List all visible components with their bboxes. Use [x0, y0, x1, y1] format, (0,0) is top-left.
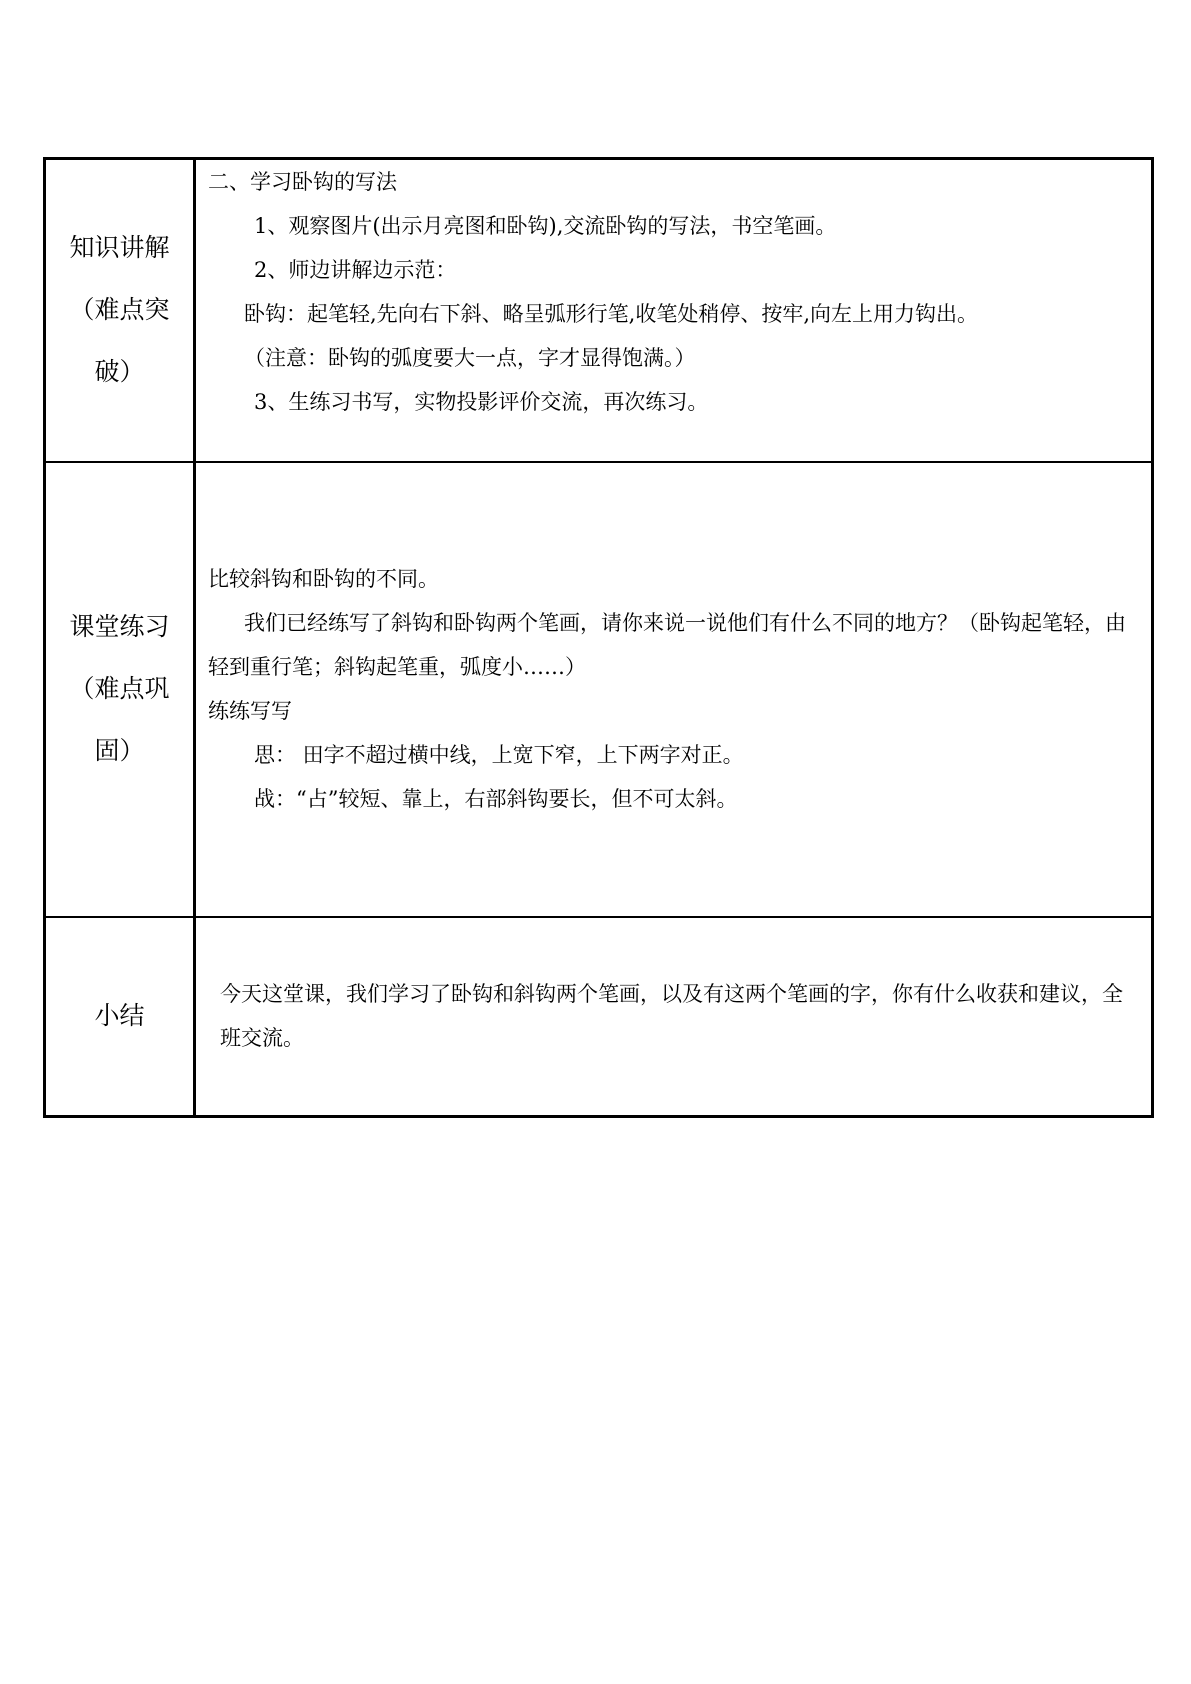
content-line: 卧钩：起笔轻,先向右下斜、略呈弧形行笔,收笔处稍停、按牢,向左上用力钩出。 [244, 302, 979, 326]
lesson-plan-table [43, 157, 1154, 1118]
content-line: 2、师边讲解边示范： [254, 258, 457, 282]
row-content-summary [195, 917, 1153, 1117]
label-line: 课堂练习 [69, 612, 170, 641]
content-paragraph: 今天这堂课，我们学习了卧钩和斜钩两个笔画，以及有这两个笔画的字，你有什么收获和建议，全班交流。 [220, 982, 1123, 1051]
label-line: 知识讲解 [69, 233, 170, 263]
table-row [45, 462, 1153, 917]
row-label-summary [45, 917, 195, 1117]
section-heading: 二、学习卧钩的写法 [208, 170, 397, 194]
content-line: 思： 田字不超过横中线，上宽下窄，上下两字对正。 [254, 743, 744, 767]
content-line: 练练写写 [208, 699, 292, 723]
table-row [45, 159, 1153, 462]
label-line: 破） [94, 357, 145, 387]
content-line: 战：“占”较短、靠上，右部斜钩要长，但不可太斜。 [254, 787, 738, 811]
content-line: （注意：卧钩的弧度要大一点，字才显得饱满。） [244, 346, 696, 370]
row-content-knowledge [195, 159, 1153, 462]
label-line: （难点突 [69, 295, 170, 325]
table-row [45, 917, 1153, 1117]
label-line: 固） [94, 736, 145, 765]
content-line: 3、生练习书写，实物投影评价交流，再次练习。 [254, 390, 709, 414]
row-label-knowledge [45, 159, 195, 462]
content-line: 1、观察图片(出示月亮图和卧钩),交流卧钩的写法，书空笔画。 [254, 214, 837, 238]
content-line: 比较斜钩和卧钩的不同。 [208, 567, 439, 591]
label-line: （难点巩 [69, 674, 170, 703]
content-paragraph: 我们已经练写了斜钩和卧钩两个笔画，请你来说一说他们有什么不同的地方？（卧钩起笔轻，由轻到重行笔；斜钩起笔重，弧度小……） [208, 611, 1126, 679]
row-content-practice [195, 462, 1153, 917]
label-line: 小结 [94, 1001, 145, 1031]
row-label-practice [45, 462, 195, 917]
